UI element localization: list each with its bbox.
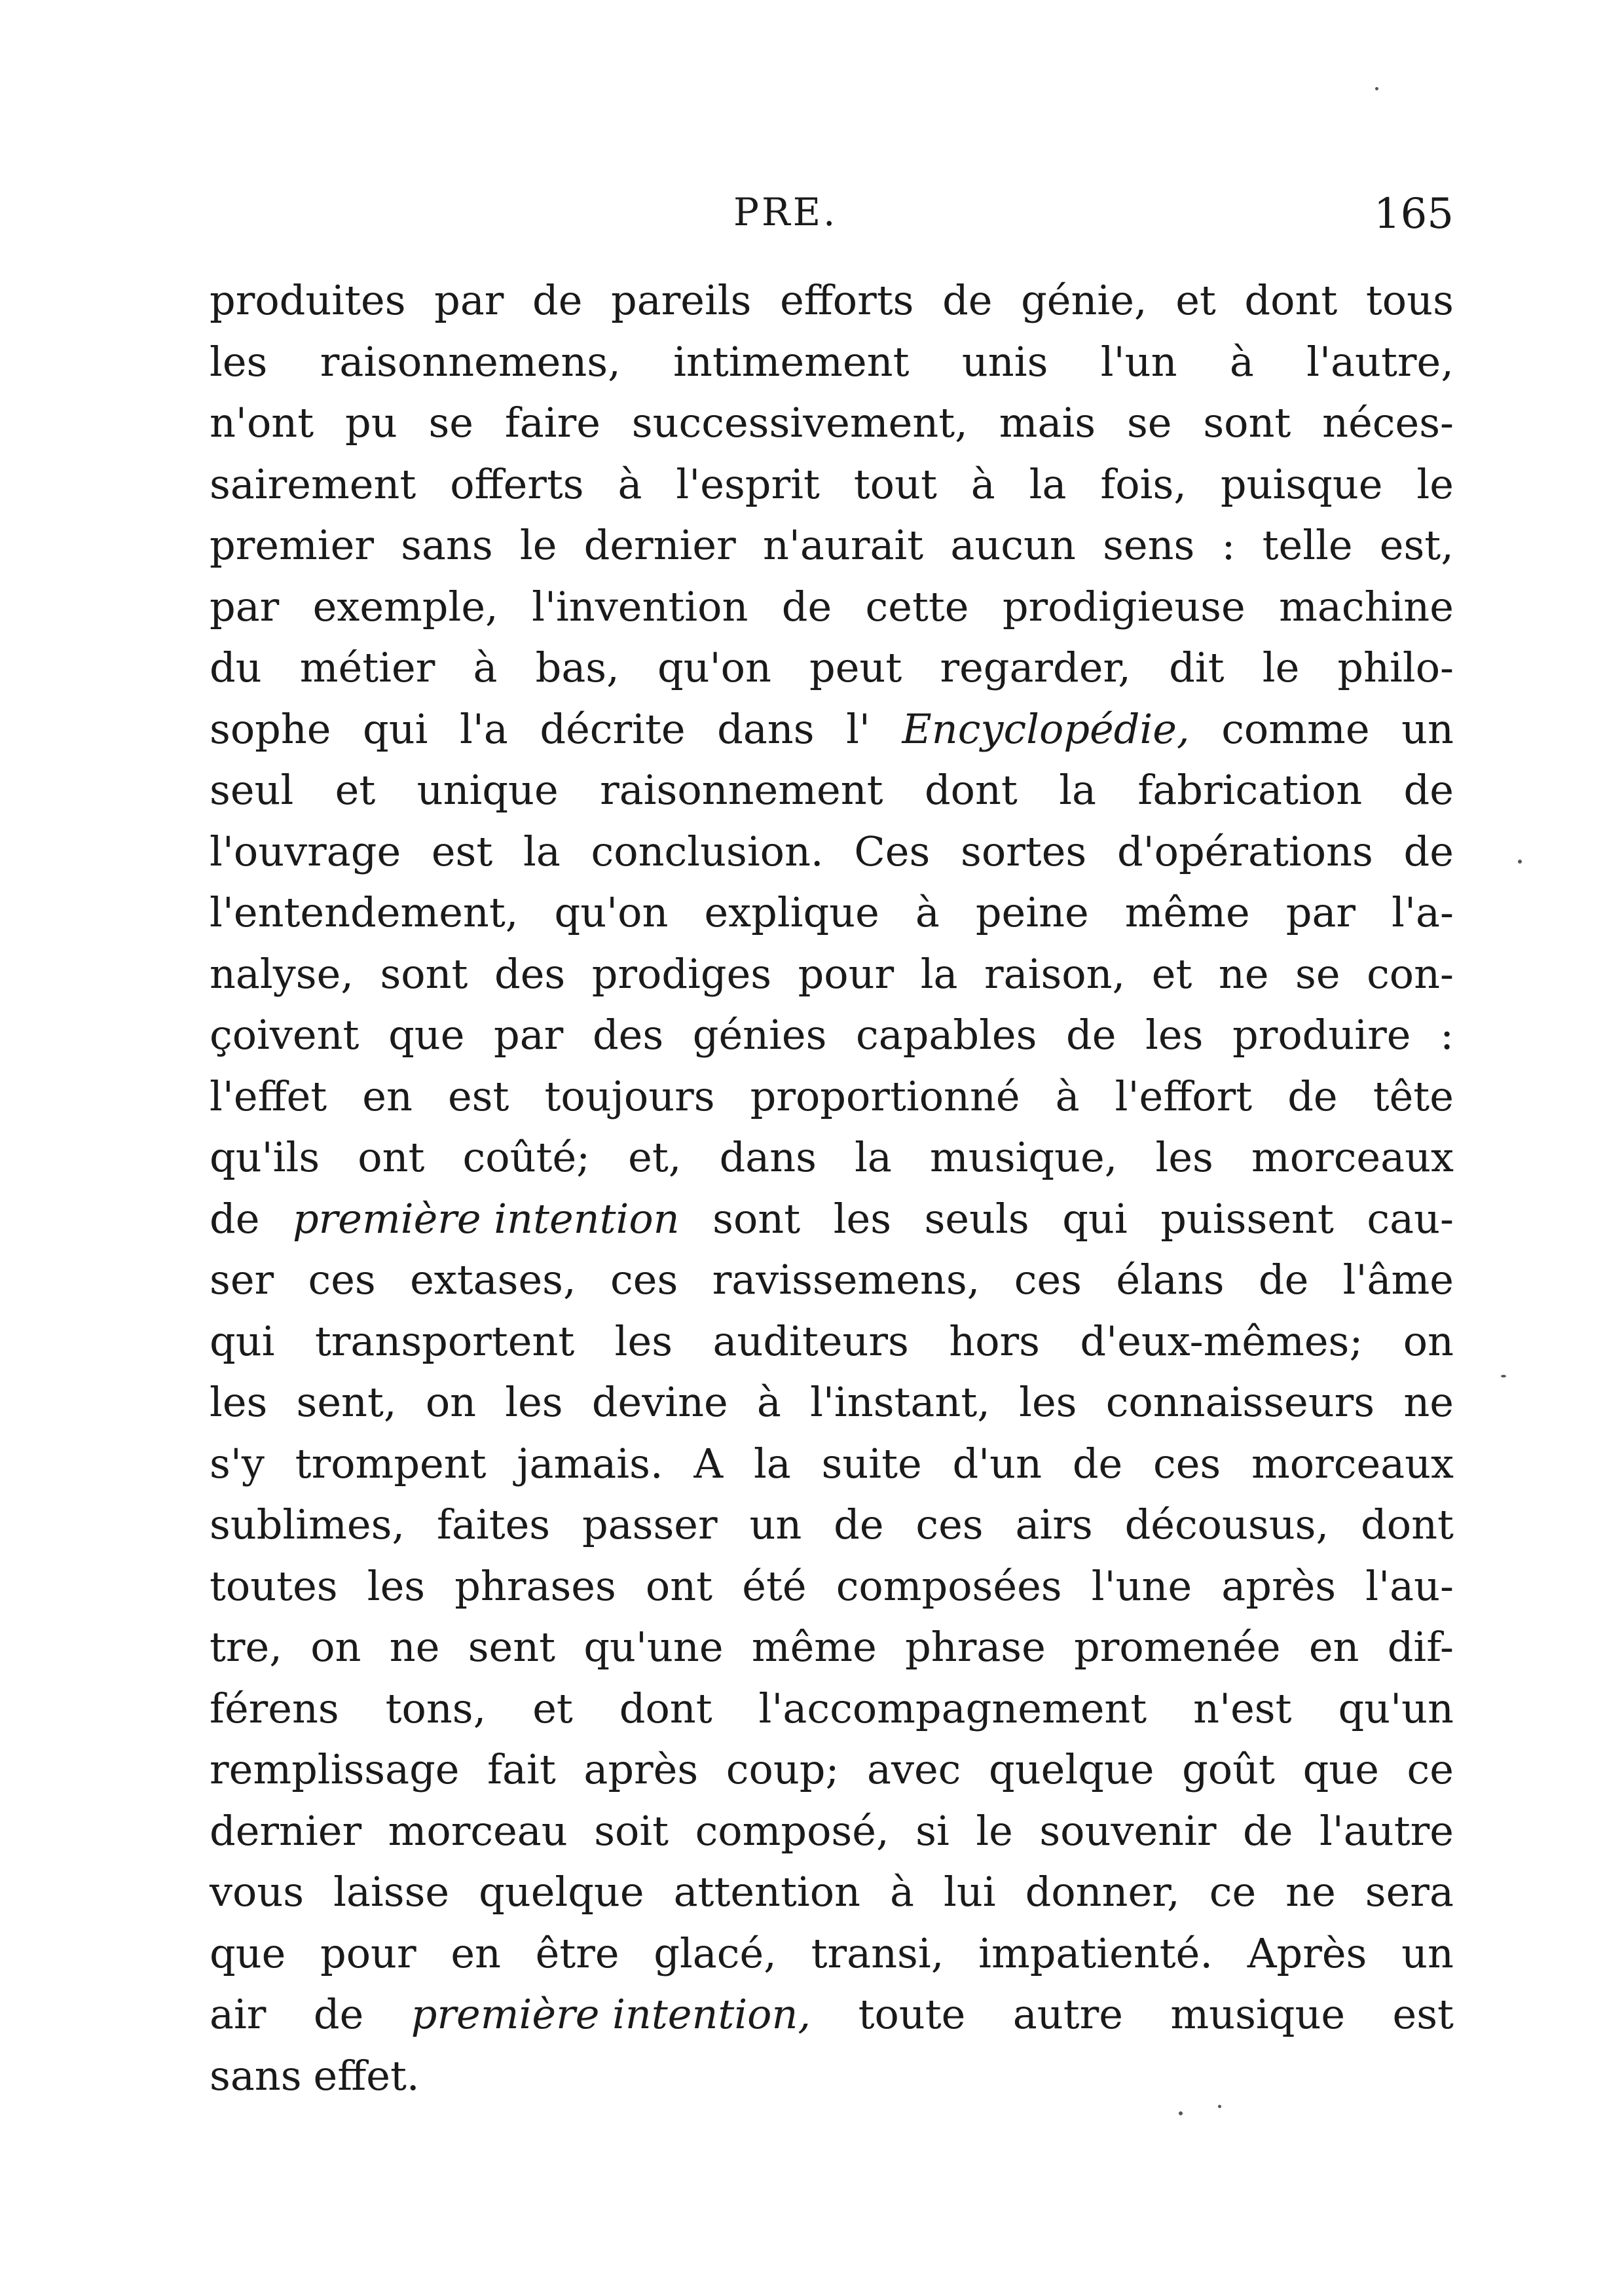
text-line xyxy=(210,576,1454,638)
ink-speck xyxy=(1501,1375,1506,1377)
text-line xyxy=(210,882,1454,943)
word: que xyxy=(1302,1745,1379,1793)
word: phrase xyxy=(905,1623,1046,1671)
word: air xyxy=(210,1990,267,2038)
word: dont xyxy=(1244,276,1338,324)
word: ces xyxy=(1014,1256,1082,1303)
word: mais xyxy=(999,399,1096,446)
word: à xyxy=(756,1378,781,1426)
word: conclusion. xyxy=(591,827,824,875)
text-line xyxy=(210,1066,1454,1127)
word: l'autre xyxy=(1319,1806,1454,1855)
word: extases, xyxy=(410,1256,576,1303)
word: de xyxy=(1258,1256,1309,1303)
word: telle xyxy=(1262,521,1353,569)
word: promenée xyxy=(1074,1623,1281,1671)
word: sont xyxy=(712,1194,801,1243)
word: musique xyxy=(1170,1990,1346,2038)
word: dif- xyxy=(1387,1623,1454,1671)
word: qu'un xyxy=(1338,1684,1454,1732)
text-line xyxy=(210,1556,1454,1617)
word: les xyxy=(614,1317,673,1365)
word: glacé, xyxy=(654,1929,777,1977)
word: passer xyxy=(581,1501,718,1548)
word: ce xyxy=(1209,1868,1257,1916)
word: raisonnemens, xyxy=(320,337,621,386)
word: en xyxy=(451,1929,501,1977)
word: composées xyxy=(836,1561,1062,1610)
word: un xyxy=(1401,704,1454,753)
ink-speck xyxy=(1179,2111,1183,2115)
word: explique xyxy=(704,888,879,936)
word: sera xyxy=(1365,1868,1454,1916)
word: çoivent xyxy=(210,1011,360,1059)
word: bas, xyxy=(535,644,619,691)
text-line xyxy=(210,1923,1454,1984)
word: l'instant, xyxy=(810,1378,990,1426)
word: composé, xyxy=(695,1806,889,1855)
text-line xyxy=(210,637,1454,699)
text-line xyxy=(210,759,1454,821)
word: jamais. xyxy=(517,1439,663,1487)
word: produites xyxy=(210,276,406,324)
word: tête xyxy=(1373,1072,1454,1120)
text-line xyxy=(210,454,1454,515)
ink-speck xyxy=(1518,860,1522,864)
running-head-title: PRE. xyxy=(733,190,838,234)
word: les xyxy=(833,1194,892,1243)
text-line xyxy=(210,270,1454,331)
word: remplissage xyxy=(210,1745,460,1793)
word: un xyxy=(749,1501,802,1548)
word: décousus, xyxy=(1124,1501,1329,1548)
word: aucun xyxy=(950,521,1076,569)
word: l'un xyxy=(1100,337,1177,386)
word: pour xyxy=(798,949,895,998)
word: ser xyxy=(210,1256,274,1303)
word: la xyxy=(753,1439,791,1487)
word: le xyxy=(1416,460,1454,508)
word: d'eux-mêmes; xyxy=(1080,1317,1363,1365)
word: de xyxy=(313,1990,364,2038)
word: les xyxy=(1019,1378,1077,1426)
word: premier xyxy=(210,521,374,569)
word: par xyxy=(494,1011,564,1059)
word: l'accompagnement xyxy=(758,1684,1147,1732)
word: la xyxy=(1059,766,1096,814)
word: est, xyxy=(1379,521,1454,569)
word: suite xyxy=(821,1439,922,1487)
text-line xyxy=(210,515,1454,576)
word: des xyxy=(494,949,566,998)
word: décrite xyxy=(540,704,686,753)
word: en xyxy=(362,1072,413,1120)
word: le xyxy=(1262,644,1300,691)
word: l' xyxy=(846,704,870,753)
word: raisonnement xyxy=(600,766,883,814)
word: fait xyxy=(487,1745,556,1793)
text-line xyxy=(210,1984,1454,2045)
word: vous xyxy=(210,1868,304,1916)
word: faites xyxy=(436,1501,551,1548)
word: devine xyxy=(591,1378,728,1426)
word: prodigieuse xyxy=(1002,582,1246,630)
word: regarder, xyxy=(940,644,1131,691)
text-line xyxy=(210,1494,1454,1556)
word: les xyxy=(1155,1133,1213,1181)
word: ne xyxy=(1403,1378,1454,1426)
word: en xyxy=(1308,1623,1359,1671)
word: s'y xyxy=(210,1439,265,1487)
word: transportent xyxy=(314,1317,575,1365)
text-line xyxy=(210,1127,1454,1188)
word: dernier xyxy=(583,521,736,569)
text-line xyxy=(210,1616,1454,1678)
text-line xyxy=(210,1249,1454,1311)
word: raison, xyxy=(984,949,1126,998)
word: de xyxy=(1403,766,1454,814)
word: été xyxy=(742,1561,807,1610)
word: proportionné xyxy=(750,1072,1020,1120)
word: l'une xyxy=(1091,1561,1192,1610)
word: sens xyxy=(1103,521,1195,569)
word: qu'on xyxy=(657,644,771,691)
text-line xyxy=(210,1433,1454,1495)
word: par xyxy=(210,582,280,630)
word: puisque xyxy=(1220,460,1383,508)
word: de xyxy=(532,276,583,324)
word: par xyxy=(1285,888,1356,936)
text-line xyxy=(210,1004,1454,1066)
word: tous xyxy=(1365,276,1454,324)
word: de xyxy=(942,276,993,324)
word: donner, xyxy=(1025,1868,1180,1916)
word: dont xyxy=(619,1684,712,1732)
word: fois, xyxy=(1100,460,1187,508)
word: l'effort xyxy=(1115,1072,1253,1120)
word: à xyxy=(970,460,995,508)
word: de xyxy=(781,582,832,630)
word: qui xyxy=(363,704,428,753)
word: dernier xyxy=(210,1806,362,1855)
word: même xyxy=(751,1623,877,1671)
word: un xyxy=(1401,1929,1454,1977)
word: la xyxy=(1029,460,1067,508)
word: machine xyxy=(1279,582,1454,630)
word: n'ont xyxy=(210,399,314,446)
word: être xyxy=(535,1929,619,1977)
word: qu'une xyxy=(583,1623,724,1671)
word: l'a- xyxy=(1392,888,1454,936)
word: toutes xyxy=(210,1561,338,1610)
text-line xyxy=(210,1861,1454,1923)
word: on xyxy=(310,1623,361,1671)
word: on xyxy=(425,1378,477,1426)
word: dit xyxy=(1169,644,1225,691)
word: métier xyxy=(299,644,435,691)
word: ne xyxy=(389,1623,440,1671)
word: dont xyxy=(1361,1501,1454,1548)
word: successivement, xyxy=(631,399,968,446)
word: la xyxy=(855,1133,892,1181)
word: sent xyxy=(468,1623,556,1671)
word: férens xyxy=(210,1684,339,1732)
word: qui xyxy=(1062,1194,1128,1243)
word: sont xyxy=(380,949,468,998)
word: coûté; xyxy=(462,1133,591,1181)
word: génie, xyxy=(1021,276,1147,324)
word: n'est xyxy=(1193,1684,1292,1732)
word: trompent xyxy=(295,1439,487,1487)
word: dans xyxy=(717,704,815,753)
word: ces xyxy=(308,1256,376,1303)
word: que xyxy=(210,1929,286,1977)
word: l'âme xyxy=(1342,1256,1454,1303)
word: offerts xyxy=(450,460,584,508)
word: cau- xyxy=(1367,1194,1454,1243)
word: produire xyxy=(1232,1011,1411,1059)
word: de xyxy=(210,1194,260,1243)
word: les xyxy=(367,1561,426,1610)
word: puissent xyxy=(1160,1194,1334,1243)
word: faire xyxy=(504,399,600,446)
italic-word: première intention, xyxy=(411,1990,811,2038)
word: néces- xyxy=(1322,399,1454,446)
word: à xyxy=(1055,1072,1080,1120)
word: seul xyxy=(210,766,294,814)
word: goût xyxy=(1182,1745,1275,1793)
word: génies xyxy=(692,1011,827,1059)
word: ces xyxy=(1153,1439,1221,1487)
word: nalyse, xyxy=(210,949,354,998)
word: con- xyxy=(1367,949,1454,998)
text-line xyxy=(210,943,1454,1005)
word: par xyxy=(434,276,504,324)
word: quelque xyxy=(479,1868,644,1916)
word: ne xyxy=(1285,1868,1336,1916)
word: la xyxy=(523,827,561,875)
word: l'entendement, xyxy=(210,888,519,936)
word: coup; xyxy=(726,1745,840,1793)
italic-word: Encyclopédie, xyxy=(902,704,1190,753)
word: la xyxy=(920,949,958,998)
word: pu xyxy=(345,399,397,446)
word: unique xyxy=(416,766,559,814)
word: de xyxy=(1072,1439,1123,1487)
word: A xyxy=(693,1439,724,1487)
word: après xyxy=(583,1745,699,1793)
word: soit xyxy=(594,1806,669,1855)
word: et xyxy=(532,1684,573,1732)
word: unis xyxy=(961,337,1048,386)
word: morceaux xyxy=(1251,1133,1454,1181)
text-line xyxy=(210,821,1454,883)
word: et xyxy=(1175,276,1216,324)
word: à xyxy=(473,644,498,691)
word: que xyxy=(388,1011,465,1059)
word: on xyxy=(1403,1317,1454,1365)
word: se xyxy=(1126,399,1172,446)
text-line xyxy=(210,1311,1454,1372)
italic-word: première intention xyxy=(292,1194,680,1243)
word: tons, xyxy=(385,1684,487,1732)
word: est xyxy=(431,827,493,875)
word: les xyxy=(505,1378,563,1426)
word: l'esprit xyxy=(676,460,820,508)
word: dans xyxy=(719,1133,817,1181)
word: philo- xyxy=(1337,644,1454,691)
word: impatienté. xyxy=(978,1929,1213,1977)
text-line xyxy=(210,392,1454,454)
word: lui xyxy=(943,1868,996,1916)
word: avec xyxy=(866,1745,961,1793)
word: n'aurait xyxy=(762,521,924,569)
word: ces xyxy=(915,1501,984,1548)
text-line xyxy=(210,1800,1454,1862)
text-line xyxy=(210,2045,1454,2107)
word: intimement xyxy=(673,337,910,386)
word: sans xyxy=(401,521,493,569)
word: les xyxy=(210,337,268,386)
word: tre, xyxy=(210,1623,282,1671)
word: qui xyxy=(210,1317,275,1365)
word: fabrication xyxy=(1137,766,1363,814)
word: attention xyxy=(673,1868,860,1916)
word: le xyxy=(976,1806,1013,1855)
text-line xyxy=(210,1188,1454,1250)
word: pour xyxy=(320,1929,416,1977)
word: ce xyxy=(1407,1745,1454,1793)
word: ont xyxy=(645,1561,713,1610)
word: le xyxy=(519,521,557,569)
word: auditeurs xyxy=(712,1317,909,1365)
word: connaisseurs xyxy=(1105,1378,1375,1426)
word: morceau xyxy=(388,1806,568,1855)
word: à xyxy=(618,460,642,508)
word: à xyxy=(915,888,940,936)
word: : xyxy=(1440,1011,1454,1059)
word: dont xyxy=(924,766,1018,814)
word: musique, xyxy=(930,1133,1118,1181)
word: d'un xyxy=(952,1439,1043,1487)
word: et xyxy=(1151,949,1192,998)
word: sophe xyxy=(210,704,331,753)
word: l'invention xyxy=(532,582,748,630)
word: l'a xyxy=(460,704,508,753)
text-line xyxy=(210,1739,1454,1800)
word: d'opérations xyxy=(1116,827,1373,875)
word: toujours xyxy=(544,1072,715,1120)
word: sortes xyxy=(961,827,1087,875)
word: de xyxy=(834,1501,884,1548)
word: effet. xyxy=(313,2051,420,2100)
running-head xyxy=(210,190,1454,242)
word: peine xyxy=(975,888,1089,936)
word: hors xyxy=(949,1317,1040,1365)
word: tout xyxy=(853,460,937,508)
ink-speck xyxy=(1218,2105,1221,2108)
word: sent, xyxy=(296,1378,397,1426)
word: comme xyxy=(1221,704,1370,753)
word: à xyxy=(1229,337,1254,386)
word: qu'on xyxy=(554,888,669,936)
page-number: 165 xyxy=(1373,190,1454,238)
text-line xyxy=(210,1678,1454,1740)
word: seuls xyxy=(924,1194,1029,1243)
word: pareils xyxy=(611,276,752,324)
word: toute xyxy=(858,1990,966,2038)
word: de xyxy=(1066,1011,1116,1059)
word: cette xyxy=(865,582,969,630)
word: du xyxy=(210,644,262,691)
word: de xyxy=(1403,827,1454,875)
word: transi, xyxy=(811,1929,944,1977)
word: capables xyxy=(856,1011,1037,1059)
word: ravissemens, xyxy=(712,1256,980,1303)
word: si xyxy=(915,1806,950,1855)
word: ont xyxy=(358,1133,425,1181)
word: sublimes, xyxy=(210,1501,405,1548)
word: les xyxy=(1145,1011,1204,1059)
word: ne xyxy=(1218,949,1269,998)
word: ces xyxy=(610,1256,678,1303)
word: à xyxy=(890,1868,914,1916)
word: : xyxy=(1221,521,1236,569)
word: Après xyxy=(1247,1929,1367,1977)
word: autre xyxy=(1012,1990,1123,2038)
word: des xyxy=(592,1011,664,1059)
word: de xyxy=(1243,1806,1293,1855)
word: même xyxy=(1124,888,1250,936)
word: de xyxy=(1287,1072,1338,1120)
text-line xyxy=(210,331,1454,393)
word: sans xyxy=(210,2051,302,2100)
word: est xyxy=(1392,1990,1454,2038)
word: l'autre, xyxy=(1306,337,1454,386)
word: et xyxy=(335,766,376,814)
body-text xyxy=(210,270,1454,2106)
word: Ces xyxy=(854,827,931,875)
word: laisse xyxy=(333,1868,450,1916)
word: se xyxy=(428,399,473,446)
word: peut xyxy=(809,644,902,691)
ink-speck xyxy=(1375,87,1378,90)
word: phrases xyxy=(454,1561,616,1610)
word: exemple, xyxy=(312,582,498,630)
text-line xyxy=(210,1372,1454,1433)
word: souvenir xyxy=(1039,1806,1217,1855)
word: les xyxy=(210,1378,268,1426)
word: sairement xyxy=(210,460,416,508)
word: élans xyxy=(1116,1256,1225,1303)
word: morceaux xyxy=(1251,1439,1454,1487)
word: qu'ils xyxy=(210,1133,320,1181)
word: se xyxy=(1295,949,1340,998)
word: après xyxy=(1221,1561,1337,1610)
text-line xyxy=(210,699,1454,760)
word: est xyxy=(447,1072,509,1120)
word: airs xyxy=(1015,1501,1093,1548)
word: prodiges xyxy=(591,949,772,998)
word: l'au- xyxy=(1365,1561,1454,1610)
word: sont xyxy=(1203,399,1291,446)
word: efforts xyxy=(780,276,914,324)
word: quelque xyxy=(989,1745,1154,1793)
word: et, xyxy=(628,1133,682,1181)
word: l'ouvrage xyxy=(210,827,401,875)
word: l'effet xyxy=(210,1072,327,1120)
